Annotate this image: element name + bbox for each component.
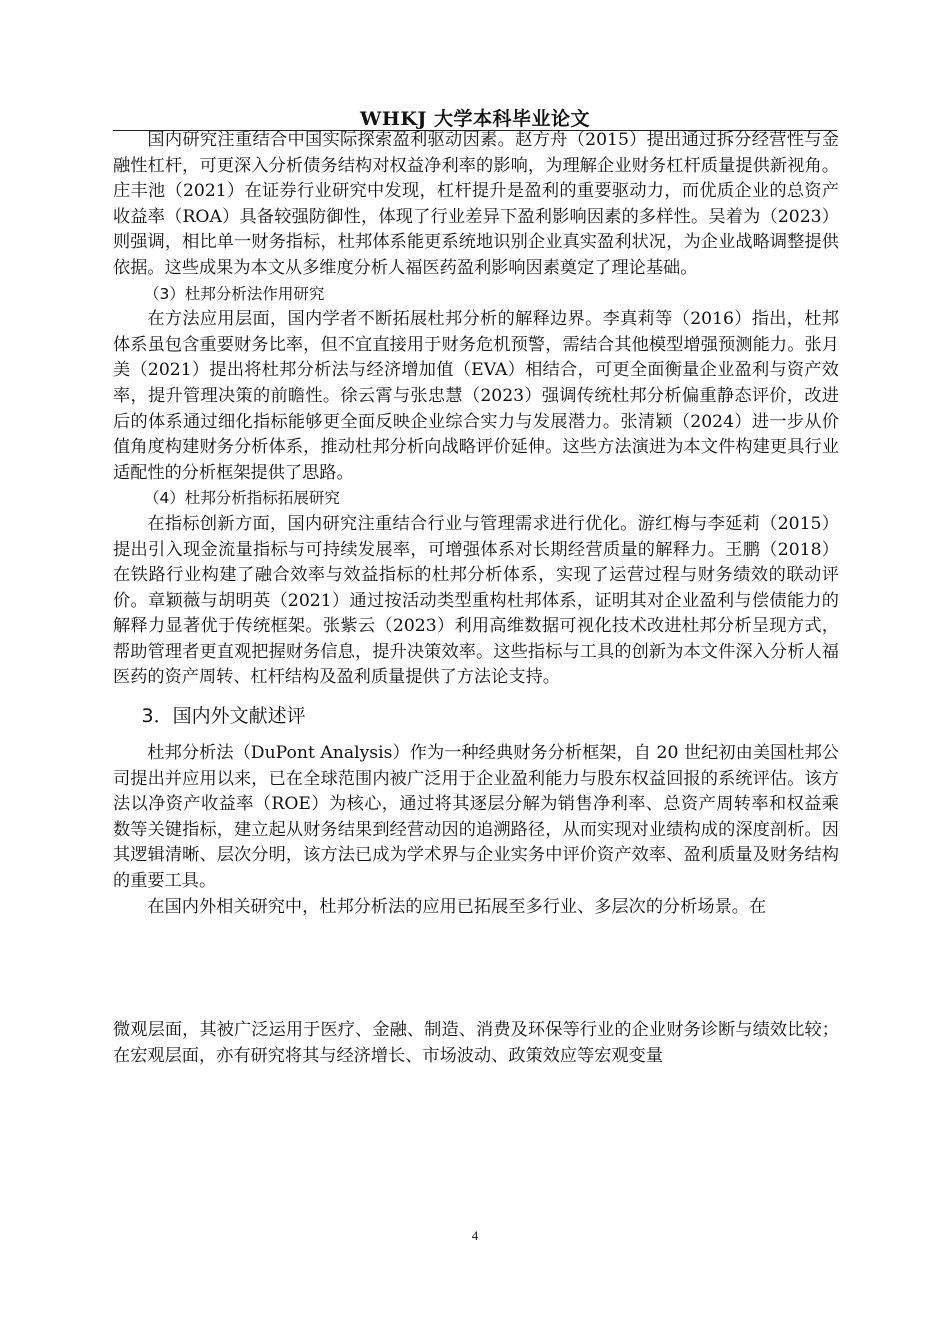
body-text <box>113 128 839 1069</box>
paragraph-1: 国内研究注重结合中国实际探索盈利驱动因素。赵方舟（2015）提出通过拆分经营性与金融性杠杆，可更深入分析债务结构对权益净利率的影响，为理解企业财务杠杆质量提供新视角。庄丰池（2021）在证券行业研究中发现，杠杆提升是盈利的重要驱动力，而优质企业的总资产收益率（ROA）具备较强防御性，体现了行业差异下盈利影响因素的多样性。吴着为（2023）则强调，相比单一财务指标，杜邦体系能更系统地识别企业真实盈利状况，为企业战略调整提供依据。这些成果为本文从多维度分析人福医药盈利影响因素奠定了理论基础。 <box>113 130 839 278</box>
page-gap <box>113 920 839 1018</box>
page-number: 4 <box>471 1228 479 1243</box>
paragraph-5: 在国内外相关研究中，杜邦分析法的应用已拓展至多行业、多层次的分析场景。在 <box>147 896 767 917</box>
subheading-3: （3）杜邦分析法作用研究 <box>144 284 325 303</box>
paragraph-3: 在指标创新方面，国内研究注重结合行业与管理需求进行优化。游红梅与李延莉（2015）提出引入现金流量指标与可持续发展率，可增强体系对长期经营质量的解释力。王鹏（2018）在铁路行业构建了融合效率与效益指标的杜邦分析体系，实现了运营过程与财务绩效的联动评价。章颖薇与胡明英（2021）通过按活动类型重构杜邦体系，证明其对企业盈利与偿债能力的解释力显著优于传统框架。张紫云（2023）利用高维数据可视化技术改进杜邦分析呈现方式，帮助管理者更直观把握财务信息，提升决策效率。这些指标与工具的创新为本文件深入分析人福医药的资产周转、杠杆结构及盈利质量提供了方法论支持。 <box>113 513 839 688</box>
section-heading-3: 3．国内外文献述评 <box>141 705 306 728</box>
running-header: WHKJ 大学本科毕业论文 <box>360 108 590 130</box>
paragraph-4: 杜邦分析法（DuPont Analysis）作为一种经典财务分析框架，自 20 世纪初由美国杜邦公司提出并应用以来，已在全球范围内被广泛用于企业盈利能力与股东权益回报的系统评估。该方法以净资产收益率（ROE）为核心，通过将其逐层分解为销售净利率、总资产周转率和权益乘数等关键指标，建立起从财务结果到经营动因的追溯路径，从而实现对业绩构成的深度剖析。因其逻辑清晰、层次分明，该方法已成为学术界与企业实务中评价资产效率、盈利质量及财务结构的重要工具。 <box>113 743 839 892</box>
paragraph-6: 微观层面，其被广泛运用于医疗、金融、制造、消费及环保等行业的企业财务诊断与绩效比较；在宏观层面，亦有研究将其与经济增长、市场波动、政策效应等宏观变量 <box>113 1020 839 1066</box>
paragraph-2: 在方法应用层面，国内学者不断拓展杜邦分析的解释边界。李真莉等（2016）指出，杜邦体系虽包含重要财务比率，但不宜直接用于财务危机预警，需结合其他模型增强预测能力。张月美（2021）提出将杜邦分析法与经济增加值（EVA）相结合，可更全面衡量企业盈利与资产效率，提升管理决策的前瞻性。徐云霄与张忠慧（2023）强调传统杜邦分析偏重静态评价，改进后的体系通过细化指标能够更全面反映企业综合实力与发展潜力。张清颖（2024）进一步从价值角度构建财务分析体系，推动杜邦分析向战略评价延伸。这些方法演进为本文件构建更具行业适配性的分析框架提供了思路。 <box>113 309 839 483</box>
subheading-4: （4）杜邦分析指标拓展研究 <box>144 489 340 508</box>
